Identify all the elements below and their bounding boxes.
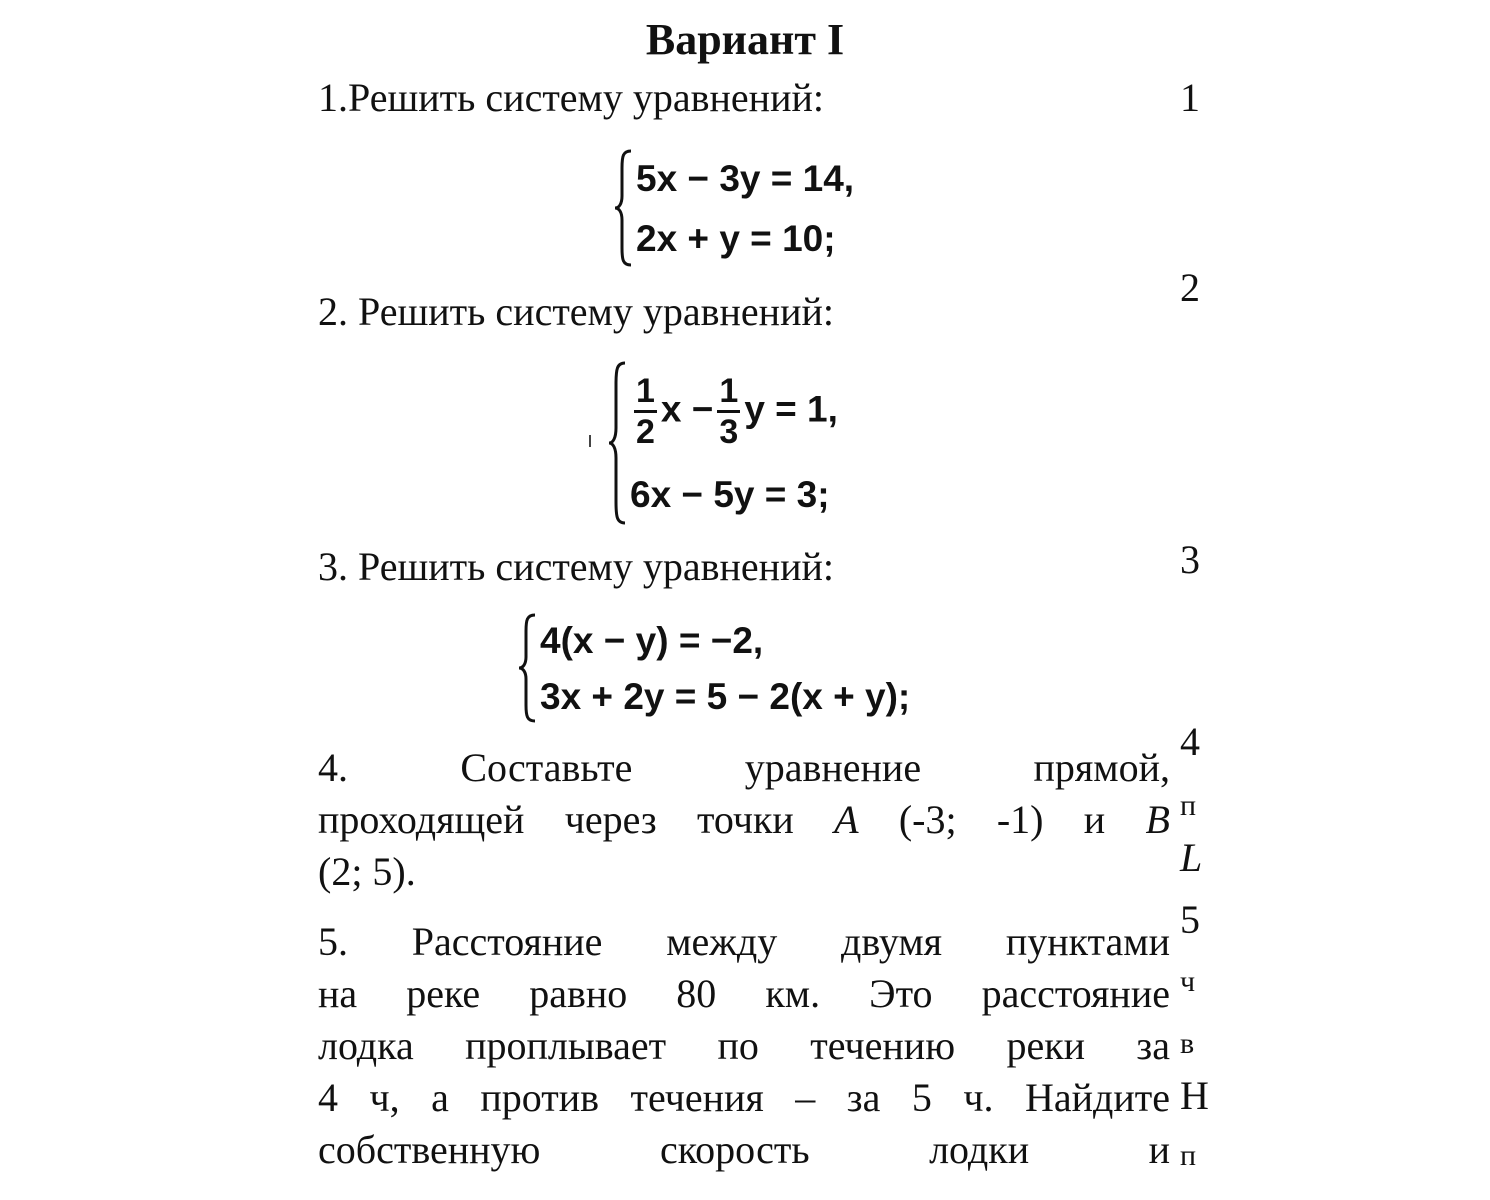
task-4-line-2: проходящей через точки A (-3; -1) и B (318, 794, 1170, 846)
right-column-fragment: ч (1180, 965, 1196, 998)
equation-middle: x − (660, 387, 714, 429)
task-2-system (606, 360, 838, 526)
right-column-fragment: Н (1180, 1073, 1209, 1118)
task-5-text (318, 916, 1170, 1176)
task-3-equation-2: 3x + 2y = 5 − 2(x + y); (540, 675, 911, 717)
task-3-equation-1: 4(x − y) = −2, (540, 619, 764, 661)
brace-icon (516, 612, 538, 724)
right-column-fragment: 2 (1180, 265, 1200, 310)
task-1-equation-2: 2x + y = 10; (636, 217, 836, 259)
task-2-equation-1 (630, 371, 838, 451)
right-column-fragment: 4 (1180, 719, 1200, 764)
task-5-line-3: лодка проплывает по течению реки за (318, 1023, 1170, 1068)
task-2-text: 2. Решить систему уравнений: (318, 289, 834, 334)
task-3-system (516, 612, 910, 724)
task-5-line-1: 5. Расстояние между двумя пунктами (318, 919, 1170, 964)
point-b-label: B (1145, 797, 1170, 842)
fraction-one-third: $\frac{1}{3}$ (719, 371, 739, 451)
brace-icon (606, 360, 628, 526)
scan-mark (589, 435, 591, 447)
right-column-fragment: 1 (1180, 75, 1200, 120)
right-column-fragment: 5 (1180, 897, 1200, 942)
task-4-text (318, 742, 1170, 898)
right-column-fragment: в (1180, 1027, 1195, 1060)
point-a-label: A (834, 797, 859, 842)
task-1-equation-1: 5x − 3y = 14, (636, 157, 855, 199)
task-4-line-1: 4. Составьте уравнение прямой, (318, 745, 1170, 790)
right-column-fragment: п (1180, 789, 1197, 822)
fraction-one-half: $\frac{1}{2}$ (636, 371, 655, 451)
equation-tail: y = 1, (744, 387, 838, 429)
right-column-fragment: L (1180, 835, 1203, 880)
task-4-line-3: (2; 5). (318, 849, 416, 894)
task-2-equation-2: 6x − 5y = 3; (630, 473, 830, 515)
task-1-text: 1.Решить систему уравнений: (318, 75, 824, 120)
brace-icon (612, 148, 634, 268)
task-5-line-2: на реке равно 80 км. Это расстояние (318, 971, 1170, 1016)
task-5-line-5: собственную скорость лодки и (318, 1127, 1170, 1172)
right-column-fragment: п (1180, 1139, 1197, 1172)
task-3-text: 3. Решить систему уравнений: (318, 544, 834, 589)
variant-title: Вариант I (645, 15, 845, 64)
right-column-fragment: 3 (1180, 537, 1200, 582)
task-5-line-4: 4 ч, а против течения – за 5 ч. Найдите (318, 1075, 1170, 1120)
task-1-system (612, 148, 854, 268)
